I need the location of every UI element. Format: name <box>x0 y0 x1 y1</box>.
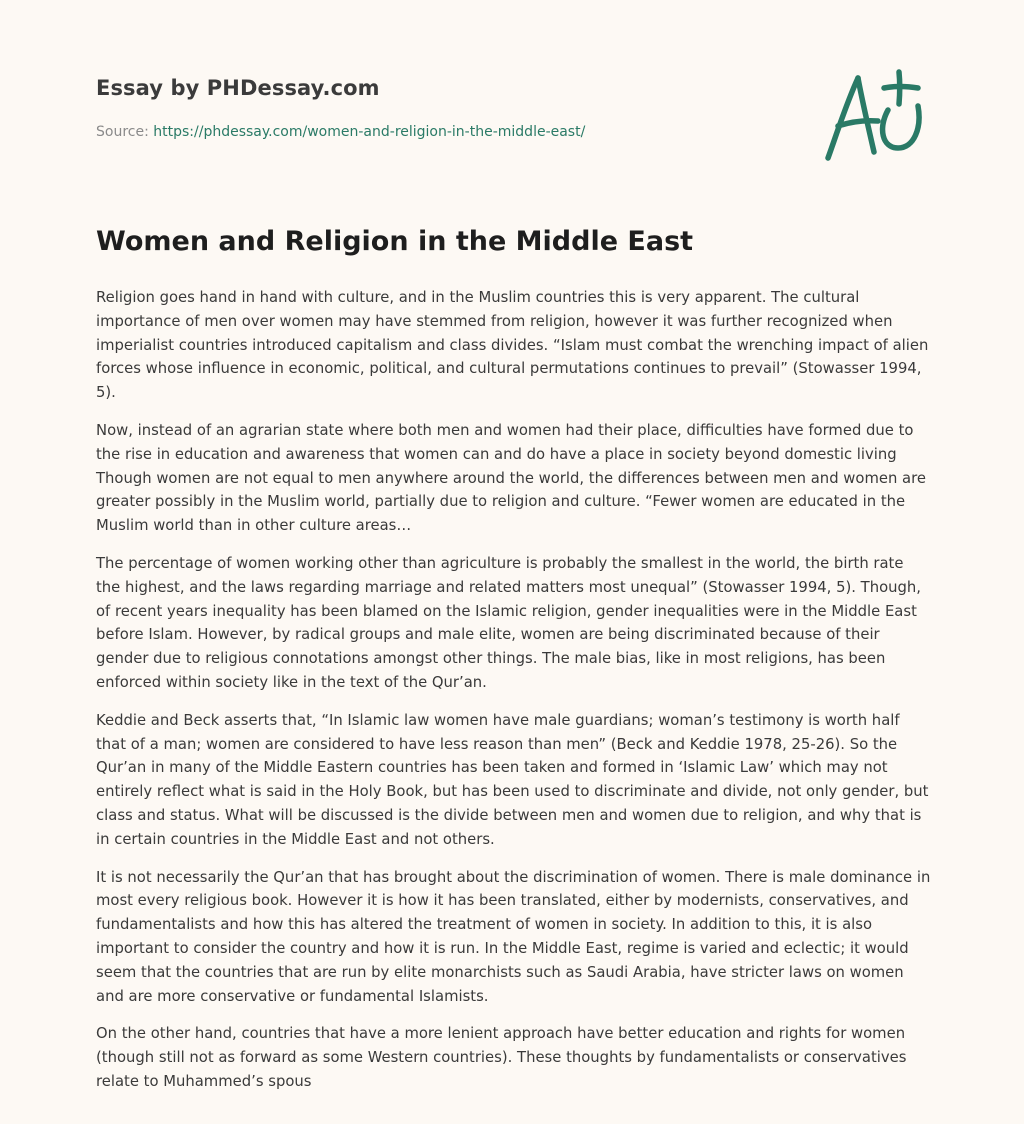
source-label: Source: <box>96 124 149 140</box>
source-line <box>96 124 585 140</box>
essay-paragraph: Now, instead of an agrarian state where both men and women had their place, difficulties have formed due to the rise in education and awareness that women can and do have a place in society beyond domestic living Though women are not equal to men anywhere around the world, the differences between men and women are greater possibly in the Muslim world, partially due to religion and culture. “Fewer women are educated in the Muslim world than in other culture areas… <box>96 421 926 535</box>
essay-paragraph: Religion goes hand in hand with culture, and in the Muslim countries this is very apparent. The cultural importance of men over women may have stemmed from religion, however it was further recognized when imperialist countries introduced capitalism and class divides. “Islam must combat the wrenching impact of alien forces whose influence in economic, political, and cultural permutations continues to prevail” (Stowasser 1994, 5). <box>96 289 929 402</box>
essay-paragraph: It is not necessarily the Qur’an that has brought about the discrimination of women. There is male dominance in most every religious book. However it is how it has been translated, either by modernists, conservatives, and fundamentalists and how this has altered the treatment of women in society. In addition to this, it is also important to consider the country and how it is run. In the Middle East, regime is varied and eclectic; it would seem that the countries that are run by elite monarchists such as Saudi Arabia, have stricter laws on women and are more conservative or fundamental Islamists. <box>96 868 931 1005</box>
a-plus-logo-icon <box>818 66 928 166</box>
source-link[interactable]: https://phdessay.com/women-and-religion-in-the-middle-east/ <box>153 124 586 140</box>
essay-paragraph: Keddie and Beck asserts that, “In Islamic law women have male guardians; woman’s testimony is worth half that of a man; women are considered to have less reason than men” (Beck and Keddie 1978, 25-26). So the Qur’an in many of the Middle Eastern countries has been taken and formed in ‘Islamic Law’ which may not entirely reflect what is said in the Holy Book, but has been used to discriminate and divide, not only gender, but class and status. What will be discussed is the divide between men and women due to religion, and why that is in certain countries in the Middle East and not others. <box>96 711 929 848</box>
essay-body <box>96 286 932 1108</box>
site-brand: Essay by PHDessay.com <box>96 76 380 100</box>
essay-title: Women and Religion in the Middle East <box>96 226 694 257</box>
essay-paragraph: On the other hand, countries that have a more lenient approach have better education and rights for women (though still not as forward as some Western countries). These thoughts by fundamentalists or conservatives relate to Muhammed’s spous <box>96 1025 907 1090</box>
essay-paragraph: The percentage of women working other than agriculture is probably the smallest in the world, the birth rate the highest, and the laws regarding marriage and related matters most unequal” (Stowasser 1994, 5). Though, of recent years inequality has been blamed on the Islamic religion, gender inequalities were in the Middle East before Islam. However, by radical groups and male elite, women are being discriminated because of their gender due to religious connotations amongst other things. The male bias, like in most religions, has been enforced within society like in the text of the Qur’an. <box>96 554 921 691</box>
